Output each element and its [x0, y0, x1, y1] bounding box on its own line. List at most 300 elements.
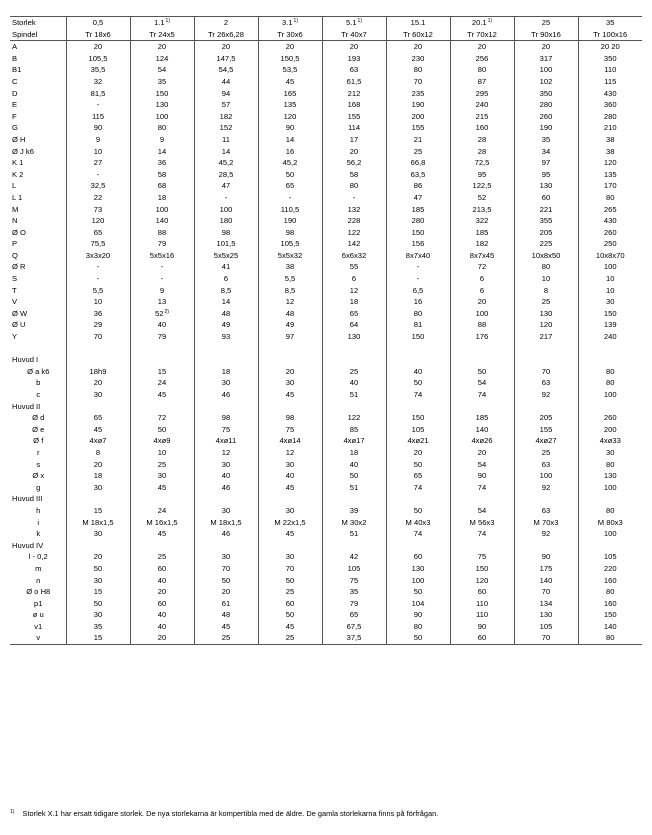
table-cell-text: 130: [155, 100, 169, 110]
table-row: [10, 204, 642, 216]
table-cell-text: 50: [93, 563, 103, 573]
table-cell-text: 120: [475, 575, 489, 585]
table-cell-text: 140: [475, 424, 489, 434]
table-cell-text: 40: [413, 366, 423, 376]
table-cell-text: 10: [606, 274, 615, 284]
table-cell: [194, 204, 258, 216]
table-body: [10, 17, 642, 645]
row-label-text: Ø J k6: [12, 146, 34, 156]
table-cell-text: 175: [539, 563, 553, 573]
table-cell-text: 115: [604, 76, 617, 86]
table-cell-text: 100: [155, 204, 169, 214]
table-cell: [578, 470, 642, 482]
table-cell: [194, 609, 258, 621]
table-cell-text: 63: [541, 505, 551, 515]
table-cell: [514, 64, 578, 76]
table-cell: [258, 435, 322, 447]
spacer-cell: [514, 343, 578, 355]
table-row: [10, 99, 642, 111]
table-cell: [322, 192, 386, 204]
table-cell: [322, 621, 386, 633]
table-cell: [130, 99, 194, 111]
row-label: [10, 285, 66, 297]
row-label-text: C: [12, 76, 18, 86]
table-row: [10, 169, 642, 181]
row-label-text: i: [37, 517, 40, 527]
table-cell: [258, 482, 322, 494]
table-cell: [130, 134, 194, 146]
table-cell-text: 94: [221, 88, 231, 98]
table-cell-text: 63,5: [410, 169, 426, 179]
table-cell: [258, 366, 322, 378]
size-header: [514, 17, 578, 29]
table-cell-text: M 18x1,5: [82, 517, 114, 527]
table-cell-text: 30: [221, 505, 231, 515]
table-cell-text: 105: [347, 563, 361, 573]
table-cell: [514, 111, 578, 123]
table-cell: [130, 517, 194, 529]
table-cell: [514, 528, 578, 540]
table-cell: [66, 204, 130, 216]
table-cell: [258, 377, 322, 389]
table-cell: [386, 470, 450, 482]
spindle-header-text: Tr 70x12: [467, 29, 497, 39]
table-cell-text: 32: [93, 76, 103, 86]
table-cell: [130, 447, 194, 459]
row-label: [10, 424, 66, 436]
row-label-text: Ø d: [32, 413, 45, 423]
table-cell-text: 25: [221, 633, 231, 643]
table-cell-text: 64: [349, 320, 359, 330]
table-cell: [386, 134, 450, 146]
row-label-text: G: [12, 123, 18, 133]
table-cell: [194, 180, 258, 192]
table-cell: [66, 99, 130, 111]
spacer-cell: [322, 343, 386, 355]
table-cell: [514, 53, 578, 65]
table-cell-text: 20: [349, 146, 359, 156]
table-cell-text: 30: [93, 390, 103, 399]
table-cell-text: 20: [221, 587, 231, 597]
table-cell: [258, 563, 322, 575]
table-cell-text: 295: [475, 88, 489, 98]
table-cell-text: 41: [221, 262, 231, 272]
row-label-text: P: [12, 239, 18, 249]
table-cell: [578, 493, 642, 505]
table-cell-text: 20: [413, 42, 423, 52]
table-cell-text: 350: [603, 53, 617, 63]
table-cell-text: 105,5: [280, 239, 300, 249]
table-row: [10, 621, 642, 633]
table-cell-text: 55: [349, 262, 359, 272]
table-cell: [450, 99, 514, 111]
table-cell-text: 88: [157, 227, 167, 237]
table-cell-text: 98: [285, 227, 295, 237]
section-title: [10, 493, 66, 505]
table-cell: [578, 586, 642, 598]
table-cell: [194, 493, 258, 505]
table-cell: [194, 308, 258, 320]
row-label-text: s: [36, 459, 41, 469]
table-row: [10, 366, 642, 378]
size-header: [130, 17, 194, 29]
table-cell-text: 260: [603, 227, 617, 237]
table-cell: [66, 134, 130, 146]
table-cell: [514, 134, 578, 146]
table-cell-text: 152: [219, 123, 233, 133]
table-cell: [514, 76, 578, 88]
table-cell-text: 80: [477, 65, 487, 75]
table-cell-text: 80: [606, 192, 615, 202]
row-label: [10, 366, 66, 378]
table-cell-text: 6: [479, 285, 485, 295]
table-cell-text: 35: [157, 76, 167, 86]
table-cell: [450, 447, 514, 459]
table-cell: [194, 424, 258, 436]
table-cell: [514, 435, 578, 447]
table-cell-text: 160: [603, 575, 617, 585]
table-cell: [322, 331, 386, 343]
table-cell-text: 260: [539, 111, 553, 121]
row-label: [10, 377, 66, 389]
table-cell-text: 18h9: [89, 366, 107, 376]
table-cell: [450, 389, 514, 401]
footnote-text: Storlek X.1 har ersatt tidigare storlek. De nya storlekarna är kompertibla med de äldre. De gamla storlekarna finns på förfrågan.: [22, 809, 439, 818]
table-cell: [450, 76, 514, 88]
table-cell: [258, 540, 322, 552]
table-cell: [194, 273, 258, 285]
row-label-text: L 1: [12, 192, 23, 202]
table-cell-text: 6: [351, 274, 357, 284]
table-row: [10, 632, 642, 644]
table-cell-text: 12: [349, 285, 359, 295]
table-cell-text: 228: [347, 216, 361, 226]
table-cell-text: 176: [475, 332, 489, 342]
spindle-header: [450, 29, 514, 41]
size-header-text: 20.1: [471, 18, 487, 27]
table-cell-text: 225: [539, 239, 553, 249]
table-cell: [194, 389, 258, 401]
row-label: [10, 598, 66, 610]
table-cell: [322, 447, 386, 459]
table-cell: [514, 88, 578, 100]
table-row: [10, 285, 642, 297]
table-cell: [514, 273, 578, 285]
table-row: [10, 122, 642, 134]
row-label-text: K 1: [12, 158, 24, 168]
table-row: [10, 215, 642, 227]
table-cell: [322, 389, 386, 401]
table-cell: [450, 366, 514, 378]
table-row: [10, 482, 642, 494]
table-cell-text: 4xø17: [343, 436, 365, 446]
table-cell: [258, 575, 322, 587]
table-cell-text: M 80x3: [597, 517, 623, 527]
row-label: [10, 76, 66, 88]
table-cell: [66, 435, 130, 447]
section-title: [10, 354, 66, 366]
table-cell: [322, 227, 386, 239]
table-cell: [130, 157, 194, 169]
table-row: [10, 227, 642, 239]
table-row: [10, 459, 642, 471]
table-cell-text: 30: [221, 552, 231, 562]
table-cell: [258, 64, 322, 76]
table-cell: [450, 632, 514, 644]
table-cell: [450, 53, 514, 65]
table-cell: [386, 285, 450, 297]
table-cell: [194, 261, 258, 273]
table-cell-text: 134: [539, 598, 553, 608]
table-cell-text: -: [416, 274, 420, 284]
table-cell: [450, 308, 514, 320]
table-cell-text: 61,5: [346, 76, 362, 86]
table-cell-text: 150: [603, 308, 617, 318]
table-cell-text: 110,5: [280, 204, 300, 214]
table-cell: [514, 377, 578, 389]
table-cell: [66, 261, 130, 273]
row-label-text: K 2: [12, 169, 24, 179]
table-cell: [514, 447, 578, 459]
size-header: [194, 17, 258, 29]
table-cell-text: 98: [285, 413, 295, 423]
table-cell: [450, 331, 514, 343]
table-cell: [450, 238, 514, 250]
table-cell-text: 10x8x70: [595, 250, 625, 260]
table-cell-text: 90: [413, 610, 423, 620]
table-cell-text: 12: [285, 447, 295, 457]
table-cell-text: 30: [606, 297, 615, 307]
size-header: [578, 17, 642, 29]
table-cell-text: 160: [475, 123, 489, 133]
table-cell-text: 75: [477, 552, 487, 562]
table-cell-text: 130: [603, 471, 617, 481]
row-label-text: v: [36, 633, 41, 643]
table-row: [10, 180, 642, 192]
table-cell: [194, 586, 258, 598]
table-cell: [450, 470, 514, 482]
table-cell-text: 29: [93, 320, 103, 330]
table-cell-text: 10: [157, 447, 167, 457]
table-cell-text: 27: [93, 158, 103, 168]
table-cell-text: 45: [285, 621, 295, 631]
table-cell: [386, 401, 450, 413]
row-label-text: D: [12, 88, 18, 98]
row-label: [10, 528, 66, 540]
table-cell-text: 20: [413, 447, 423, 457]
table-cell: [66, 41, 130, 53]
table-cell-text: 30: [221, 378, 231, 388]
table-cell: [194, 551, 258, 563]
table-cell: [66, 64, 130, 76]
table-cell-text: 28: [477, 134, 487, 144]
table-cell-text: 430: [603, 88, 617, 98]
table-cell-text: 81,5: [90, 88, 106, 98]
row-label: [10, 586, 66, 598]
table-cell: [322, 146, 386, 158]
table-cell-text: 70: [541, 633, 551, 643]
table-cell-text: 10: [93, 146, 103, 156]
row-label-text: r: [36, 447, 40, 457]
table-cell: [514, 261, 578, 273]
table-cell: [386, 273, 450, 285]
table-cell-text: M 30x2: [341, 517, 367, 527]
table-cell-text: 120: [603, 158, 617, 168]
spindle-header: [322, 29, 386, 41]
table-cell: [386, 563, 450, 575]
table-row: [10, 273, 642, 285]
table-cell-text: 45,2: [282, 158, 298, 168]
table-cell-text: 25: [413, 146, 423, 156]
table-cell-text: 135: [283, 100, 297, 110]
table-cell: [578, 482, 642, 494]
table-cell-text: 20: [157, 587, 167, 597]
row-label: [10, 261, 66, 273]
spacer-cell: [450, 343, 514, 355]
table-cell-text: 100: [539, 471, 553, 481]
table-cell-text: -: [160, 274, 164, 284]
table-cell-text: 20: [285, 366, 295, 376]
table-cell-text: 15: [93, 505, 103, 515]
table-cell: [322, 238, 386, 250]
table-cell-text: 65: [93, 413, 103, 423]
table-cell: [578, 122, 642, 134]
table-cell: [66, 447, 130, 459]
table-cell: [258, 122, 322, 134]
table-cell-text: 46: [221, 390, 231, 399]
table-cell: [578, 88, 642, 100]
row-label-text: Ø O: [12, 227, 26, 237]
spacer-cell: [386, 343, 450, 355]
table-cell-text: 9: [159, 285, 165, 295]
table-cell: [130, 41, 194, 53]
row-label-text: Q: [12, 250, 18, 260]
table-cell-text: -: [96, 274, 100, 284]
table-cell-text: 130: [539, 181, 553, 191]
table-cell: [194, 157, 258, 169]
table-cell-text: 155: [347, 111, 361, 121]
table-cell: [514, 319, 578, 331]
table-cell-text: 48: [285, 308, 295, 318]
table-cell-text: 80: [606, 459, 615, 469]
table-cell: [386, 435, 450, 447]
table-cell-text: 80: [541, 262, 551, 272]
footnote-ref: 2): [164, 308, 169, 315]
table-cell: [130, 192, 194, 204]
table-cell-text: 155: [411, 123, 425, 133]
table-cell: [194, 459, 258, 471]
table-cell: [514, 215, 578, 227]
table-row: [10, 134, 642, 146]
table-cell: [578, 505, 642, 517]
table-cell-text: -: [416, 262, 420, 272]
table-cell: [194, 238, 258, 250]
table-cell-text: 182: [219, 111, 233, 121]
table-cell-text: 322: [475, 216, 489, 226]
table-cell-text: 34: [541, 146, 551, 156]
table-cell: [322, 273, 386, 285]
table-cell: [578, 551, 642, 563]
table-cell-text: 30: [93, 575, 103, 585]
table-row: [10, 470, 642, 482]
table-cell: [386, 517, 450, 529]
table-cell: [130, 505, 194, 517]
table-cell-text: 48: [221, 610, 231, 620]
table-cell: [194, 122, 258, 134]
table-cell-text: 150: [603, 610, 617, 620]
table-cell: [66, 53, 130, 65]
table-row: [10, 76, 642, 88]
table-cell: [258, 238, 322, 250]
table-cell-text: 50: [157, 424, 167, 434]
table-cell-text: 46: [221, 482, 231, 492]
table-cell-text: 20: [93, 378, 103, 388]
row-label-text: l - 0,2: [28, 552, 48, 562]
table-cell-text: 70: [541, 587, 551, 597]
table-cell: [258, 470, 322, 482]
table-cell: [66, 169, 130, 181]
table-cell-text: 80: [157, 123, 167, 133]
table-cell: [66, 157, 130, 169]
table-cell: [578, 285, 642, 297]
table-cell: [514, 609, 578, 621]
table-cell: [66, 354, 130, 366]
table-cell-text: 150: [411, 413, 425, 423]
table-cell-text: 190: [539, 123, 553, 133]
table-cell: [578, 134, 642, 146]
row-label-text: V: [12, 297, 18, 307]
table-cell: [322, 586, 386, 598]
table-cell: [514, 401, 578, 413]
table-cell-text: 60: [157, 598, 167, 608]
table-cell: [386, 331, 450, 343]
table-row: [10, 331, 642, 343]
table-cell: [130, 146, 194, 158]
table-cell: [578, 41, 642, 53]
table-cell: [194, 482, 258, 494]
table-cell-text: 40: [157, 575, 167, 585]
spindle-header-text: Tr 60x12: [403, 29, 433, 39]
spindle-header: [66, 29, 130, 41]
table-cell: [450, 88, 514, 100]
table-cell: [322, 64, 386, 76]
row-label-text: v1: [34, 621, 43, 631]
table-cell: [66, 215, 130, 227]
table-cell: [130, 424, 194, 436]
table-cell: [386, 261, 450, 273]
row-label: [10, 29, 66, 41]
table-cell: [578, 53, 642, 65]
table-cell: [194, 598, 258, 610]
table-cell-text: 18: [157, 192, 167, 202]
table-row: [10, 598, 642, 610]
table-cell: [322, 563, 386, 575]
table-cell: [130, 551, 194, 563]
table-cell: [450, 586, 514, 598]
table-cell: [194, 99, 258, 111]
size-header-text: 15.1: [410, 18, 426, 27]
table-row: [10, 64, 642, 76]
table-cell-text: 60: [477, 587, 487, 597]
table-cell: [386, 632, 450, 644]
table-cell: [194, 285, 258, 297]
table-cell: [130, 412, 194, 424]
table-cell: [578, 261, 642, 273]
table-cell: [66, 482, 130, 494]
table-cell: [322, 215, 386, 227]
table-cell-text: 79: [157, 239, 167, 249]
table-cell-text: 4xø21: [407, 436, 429, 446]
